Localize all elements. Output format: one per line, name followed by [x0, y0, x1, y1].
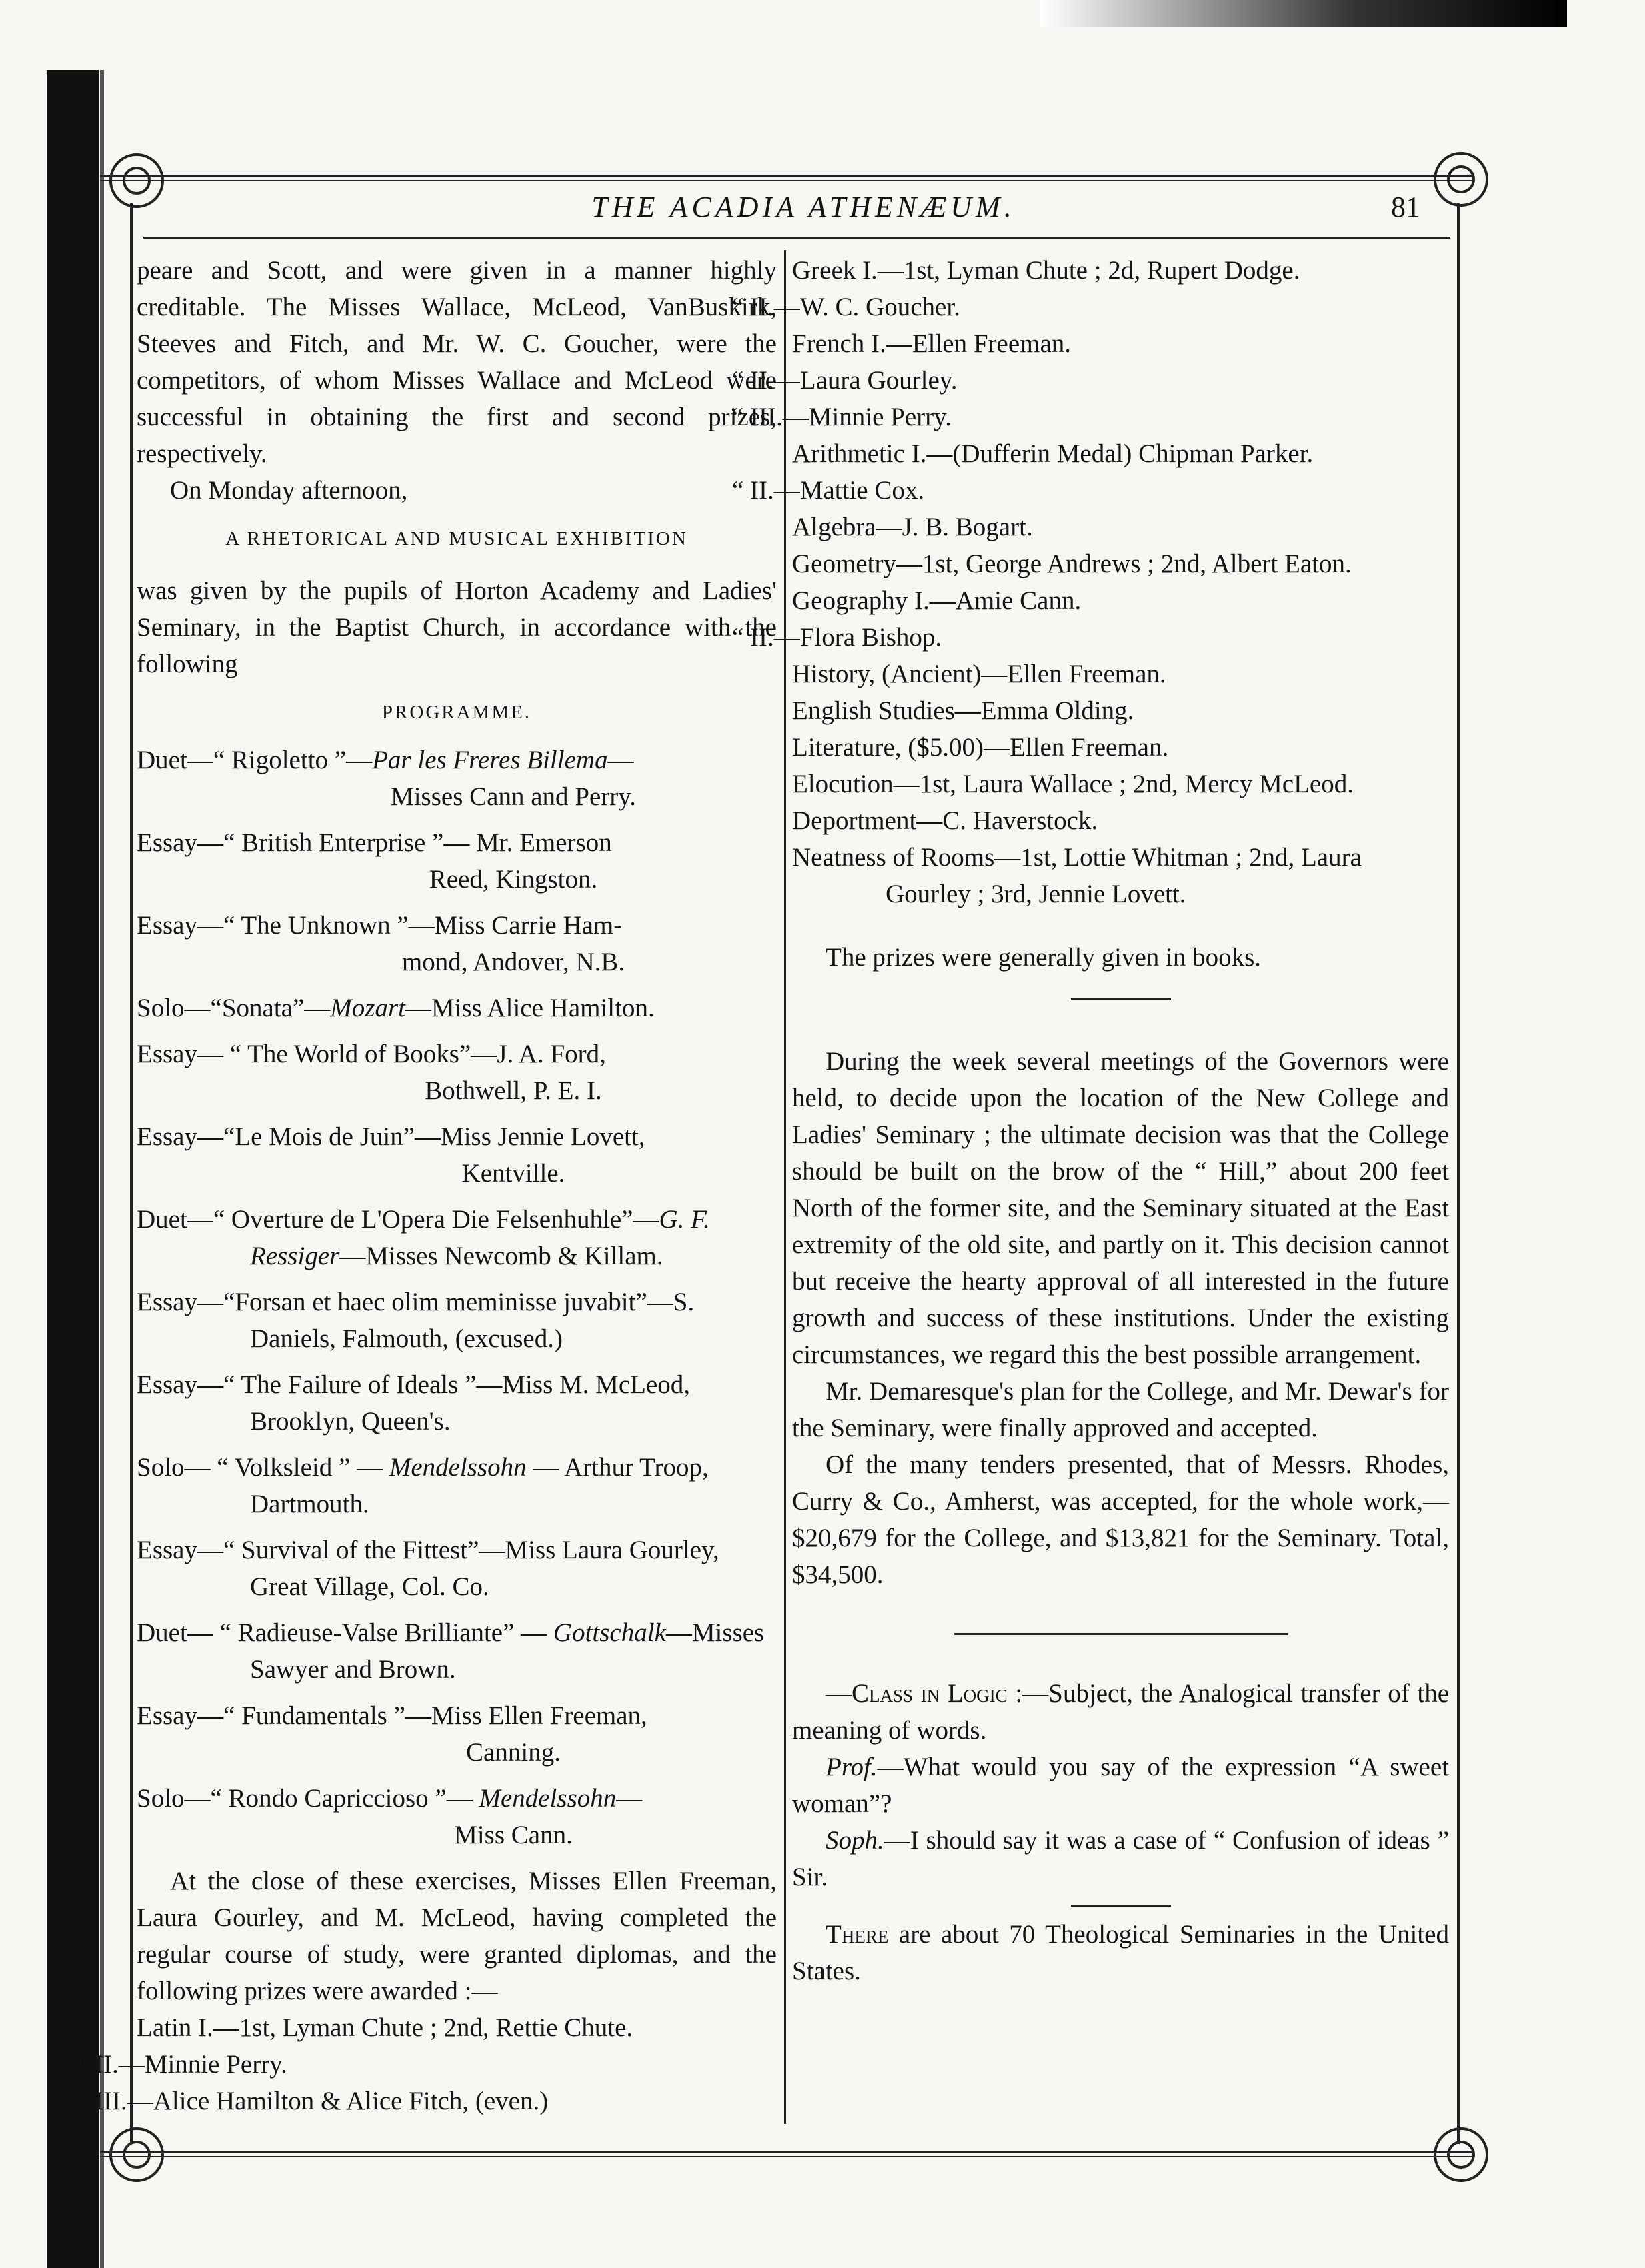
corner-ornament-bottom-right [1434, 2127, 1488, 2182]
binding-spine [47, 70, 99, 2268]
dialogue-text: —I should say it was a case of “ Confusion of ideas ” Sir. [792, 1826, 1449, 1891]
left-border-rule [130, 203, 133, 2144]
paragraph: On Monday afternoon, [170, 476, 408, 505]
entry-title: “Sonata”— [210, 994, 331, 1022]
entry-kind: Essay— [137, 828, 223, 857]
entry-kind: Essay— [137, 911, 223, 940]
paragraph: At the close of these exercises, Misses Ellen Freeman, Laura Gourley, and M. McLeod, having completed the regular course of study, were granted diplomas, and the following prizes were awarded :— [137, 1867, 777, 2005]
entry-author: Bothwell, P. E. I. [425, 1076, 602, 1105]
entry-kind: Essay— [137, 1288, 223, 1316]
entry-title: “Forsan et haec olim meminisse juvabit”—S. Daniels, Falmouth, (excused.) [223, 1288, 695, 1353]
running-title: THE ACADIA ATHENÆUM. [591, 191, 1016, 223]
prize-line: “ II.—W. C. Goucher. [732, 293, 960, 321]
entry-author: Misses Cann and Perry. [391, 782, 636, 811]
entry-author: Kentville. [461, 1159, 565, 1188]
prize-line: “ III.—Minnie Perry. [732, 403, 952, 431]
right-column [732, 252, 1449, 1989]
left-column [77, 252, 777, 2119]
entry-title: “ Rigoletto ”— [213, 746, 373, 774]
prize-list [732, 252, 1449, 912]
entry-title: “ Overture de L'Opera Die Felsenhuhle”— [213, 1205, 659, 1234]
page-number: 81 [1391, 191, 1420, 223]
entry-kind: Essay— [137, 1536, 223, 1564]
entry-kind: Essay— [137, 1701, 223, 1730]
header-underline [143, 237, 1450, 239]
prize-line: “ II.—Flora Bishop. [732, 623, 942, 652]
bottom-border-rule-thin [100, 2156, 1474, 2157]
entry-title: “Le Mois de Juin”—Miss Jennie Lovett, [223, 1122, 645, 1151]
prize-line: Algebra—J. B. Bogart. [792, 513, 1033, 541]
prize-line: Latin I.—1st, Lyman Chute ; 2nd, Rettie Chute. [137, 2013, 633, 2042]
logic-lead: —Class in Logic [826, 1679, 1008, 1708]
entry-kind: Essay— [137, 1370, 223, 1399]
programme-entry [137, 1780, 777, 1853]
programme-entry [137, 1697, 777, 1771]
binding-edge [100, 70, 104, 2268]
entry-title: “ Volksleid ” — [217, 1453, 389, 1482]
paragraph-text: are about 70 Theological Seminaries in the United States. [792, 1920, 1449, 1985]
entry-composer: Par les Freres Billema [372, 746, 608, 774]
bottom-border-rule [100, 2151, 1474, 2153]
programme-entry [137, 1366, 777, 1440]
programme-entry [137, 1118, 777, 1192]
entry-title: “ Fundamentals ”—Miss Ellen Freeman, [223, 1701, 647, 1730]
paragraph [792, 1916, 1449, 1989]
entry-author: Reed, Kingston. [429, 865, 598, 894]
section-rule [954, 1633, 1288, 1635]
entry-title: “ British Enterprise ”— Mr. Emerson [223, 828, 612, 857]
lead-word: There [826, 1920, 889, 1949]
paragraph: Mr. Demaresque's plan for the College, and Mr. Dewar's for the Seminary, were finally approved and accepted. [792, 1377, 1449, 1442]
entry-rest: —Misses Sawyer and Brown. [250, 1618, 765, 1684]
prize-line: Neatness of Rooms—1st, Lottie Whitman ; 2nd, Laura Gourley ; 3rd, Jennie Lovett. [792, 843, 1362, 908]
entry-author: Canning. [466, 1738, 561, 1767]
prize-line: History, (Ancient)—Ellen Freeman. [792, 660, 1166, 688]
prize-line: French I.—Ellen Freeman. [792, 329, 1072, 358]
entry-kind: Duet— [137, 1618, 220, 1647]
prize-line: Elocution—1st, Laura Wallace ; 2nd, Mercy McLeod. [792, 770, 1354, 798]
prize-line: “ II.—Minnie Perry. [77, 2050, 287, 2079]
programme-entry [137, 1036, 777, 1109]
programme-entry [137, 824, 777, 898]
logic-note [792, 1675, 1449, 1749]
dialogue-line [792, 1822, 1449, 1895]
column-divider [784, 250, 786, 2124]
prize-line: Literature, ($5.00)—Ellen Freeman. [792, 733, 1169, 762]
programme-heading: PROGRAMME. [381, 702, 532, 723]
entry-kind: Essay— [137, 1040, 230, 1068]
speaker-label: Prof. [826, 1753, 878, 1781]
entry-rest: — [616, 1784, 643, 1813]
prize-list [77, 2009, 777, 2119]
prize-line: “ II.—Mattie Cox. [732, 476, 925, 505]
entry-title: “ The World of Books”—J. A. Ford, [229, 1040, 606, 1068]
prize-line: Arithmetic I.—(Dufferin Medal) Chipman Parker. [792, 439, 1314, 468]
entry-title: “ Survival of the Fittest”—Miss Laura Gourley, Great Village, Col. Co. [223, 1536, 719, 1601]
entry-kind: Solo— [137, 1453, 217, 1482]
programme-list [137, 742, 777, 1853]
paragraph: During the week several meetings of the Governors were held, to decide upon the location of the New College and Ladies' Seminary ; the ultimate decision was that the College should be built on the brow of the “ Hill,” about 200 feet North of the former site, and the Seminary situated at the East extremity of the old site, and partly on it. This decision cannot but receive the hearty approval of all interested in the future growth and success of these institutions. Under the existing circumstances, we regard this the best possible arrangement. [792, 1047, 1449, 1369]
entry-kind: Duet— [137, 746, 213, 774]
prize-line: Geometry—1st, George Andrews ; 2nd, Albert Eaton. [792, 549, 1352, 578]
entry-title: “ Rondo Capriccioso ”— [210, 1784, 479, 1813]
section-rule [1071, 1905, 1171, 1907]
entry-title: “ Radieuse-Valse Brilliante” — [219, 1618, 553, 1647]
programme-entry [137, 990, 777, 1026]
prize-line: Greek I.—1st, Lyman Chute ; 2d, Rupert Dodge. [792, 256, 1300, 285]
top-border-rule [100, 175, 1474, 177]
paragraph: Of the many tenders presented, that of Messrs. Rhodes, Curry & Co., Amherst, was accepted, for the whole work,—$20,679 for the College, and $13,821 for the Seminary. Total, $34,500. [792, 1450, 1449, 1589]
speaker-label: Soph. [826, 1826, 884, 1855]
section-rule [1071, 998, 1171, 1000]
section-heading: A RHETORICAL AND MUSICAL EXHIBITION [225, 528, 688, 549]
programme-entry [137, 1614, 777, 1688]
dialogue-text: —What would you say of the expression “A sweet woman”? [792, 1753, 1449, 1818]
entry-author: mond, Andover, N.B. [401, 948, 625, 976]
prize-line: English Studies—Emma Olding. [792, 696, 1134, 725]
scan-top-edge [1040, 0, 1567, 27]
entry-composer: Mendelssohn [479, 1784, 617, 1813]
prize-line: Geography I.—Amie Cann. [792, 586, 1082, 615]
entry-composer: Gottschalk [553, 1618, 666, 1647]
paragraph: was given by the pupils of Horton Academy and Ladies' Seminary, in the Baptist Church, in accordance with the following [137, 576, 777, 678]
entry-kind: Solo— [137, 1784, 211, 1813]
entry-title: “ The Failure of Ideals ”—Miss M. McLeod, Brooklyn, Queen's. [223, 1370, 691, 1436]
entry-composer: Mozart [330, 994, 405, 1022]
prize-line: “ III.—Alice Hamilton & Alice Fitch, (even.) [77, 2087, 549, 2115]
right-border-rule [1457, 203, 1460, 2144]
entry-kind: Duet— [137, 1205, 213, 1234]
top-border-rule-thin [100, 180, 1474, 181]
corner-ornament-top-left [109, 153, 164, 208]
programme-entry [137, 1201, 777, 1274]
logic-text: :—Subject, the Analogical transfer of the meaning of words. [792, 1679, 1449, 1745]
entry-rest: — [607, 746, 634, 774]
entry-author: Miss Cann. [454, 1821, 573, 1849]
page-header [160, 190, 1447, 237]
prize-line: Deportment—C. Haverstock. [792, 806, 1098, 835]
entry-composer: G. F. Ressiger [250, 1205, 710, 1270]
programme-entry [137, 1284, 777, 1357]
entry-rest: —Misses Newcomb & Killam. [339, 1242, 663, 1270]
prize-line: “ II.—Laura Gourley. [732, 366, 958, 395]
entry-title: “ The Unknown ”—Miss Carrie Ham- [223, 911, 623, 940]
entry-composer: Mendelssohn [389, 1453, 527, 1482]
entry-rest: — Arthur Troop, Dartmouth. [250, 1453, 709, 1518]
entry-rest: —Miss Alice Hamilton. [405, 994, 655, 1022]
programme-entry [137, 742, 777, 815]
corner-ornament-bottom-left [109, 2127, 164, 2182]
dialogue-line [792, 1749, 1449, 1822]
paragraph: The prizes were generally given in books. [826, 943, 1262, 972]
programme-entry [137, 1449, 777, 1522]
programme-entry [137, 907, 777, 980]
entry-kind: Essay— [137, 1122, 223, 1151]
entry-kind: Solo— [137, 994, 211, 1022]
programme-entry [137, 1532, 777, 1605]
paragraph: peare and Scott, and were given in a manner highly creditable. The Misses Wallace, McLeod, VanBuskirk, Steeves and Fitch, and Mr. W. C. Goucher, were the competitors, of whom Misses Wallace and McLeod were successful in obtaining the first and second prizes, respectively. [137, 256, 777, 468]
